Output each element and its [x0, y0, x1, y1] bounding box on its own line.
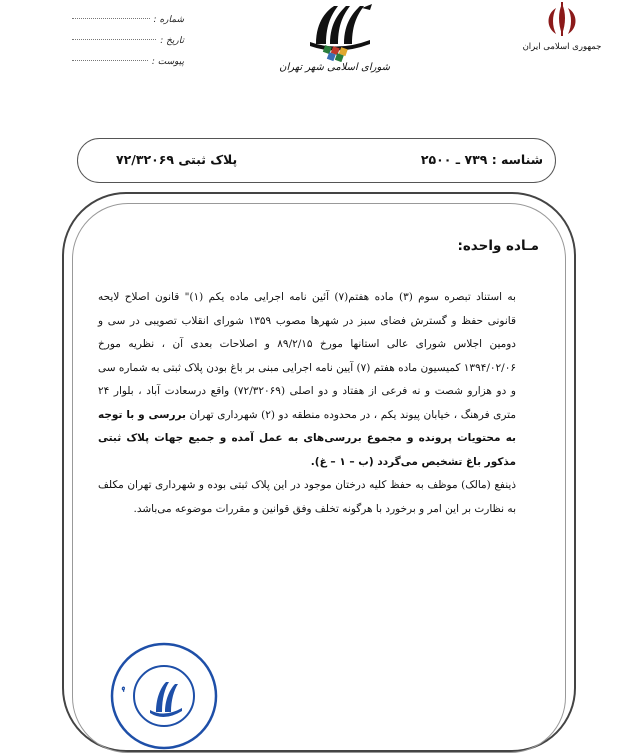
- iran-name: جمهوری اسلامی ایران: [522, 42, 602, 52]
- attachment-label: پیوست :: [151, 57, 184, 67]
- council-logo: [279, 0, 390, 80]
- plaque-label: پلاک ثبتی: [178, 152, 238, 167]
- date-dotted-line: [72, 39, 156, 40]
- iran-emblem: [522, 0, 602, 60]
- council-name: شورای اسلامی شهر تهران: [279, 62, 390, 73]
- article-body: [98, 286, 516, 521]
- plaque-number: ۷۲/۳۲۰۶۹: [116, 152, 174, 167]
- id-label: شناسه :: [491, 152, 543, 167]
- article-paragraph-2: ذینفع (مالک) موظف به حفظ کلیه درختان موجود در این پلاک ثبتی بوده و شهرداری تهران مکلف به نظارت بر این امر و برخورد با هرگونه تخلف وفق قوانین و مقررات موضوعه می‌باشد.: [98, 479, 516, 515]
- plaque-info: [116, 152, 237, 167]
- date-field: [72, 25, 184, 46]
- article-paragraph-1: [98, 286, 516, 474]
- date-label: تاریخ :: [160, 36, 184, 46]
- attachment-field: [72, 46, 184, 67]
- official-seal: [108, 640, 220, 752]
- seal-stamp-icon: [108, 640, 220, 752]
- article-paragraph-1-decision: بررسی و با توجه به محتویات پرونده و مجموع بررسی‌های به عمل آمده و جمیع جهات پلاک ثبتی مذکور باغ تشخیص می‌گردد (ب – ۱ – غ).: [98, 408, 516, 468]
- svg-text:مصوبات شورای اسلامی شهر تهران: م: [116, 684, 129, 693]
- letter-header-fields: [72, 4, 184, 67]
- attachment-dotted-line: [72, 60, 148, 61]
- article-title: مـاده واحده:: [457, 238, 539, 254]
- article-paragraph-1-text: به استناد تبصره سوم (۳) ماده هفتم(۷) آئین نامه اجرایی ماده یکم (۱)" قانون اصلاح لایحه قانونی حفظ و گسترش فضای سبز در شهرها مصوب ۱۳۵۹ شورای انقلاب تصویبی در سی و دومین اجلاس شورای عالی استانها مورخ ۸۹/۲/۱۵ و اصلاحات بعدی آن ، نظریه مورخ ۱۳۹۴/۰۲/۰۶ کمیسیون ماده هفتم (۷) آیین نامه اجرایی مبنی بر باغ بودن پلاک ثبتی به شماره سی و دو هزارو شصت و نه فرعی از هفتاد و دو اصلی (۷۲/۳۲۰۶۹) واقع درسعادت آباد ، بلوار ۲۴ متری فرهنگ ، خیابان پیوند یکم ، در محدوده منطقه دو (۲) شهرداری تهران: [98, 291, 516, 421]
- number-label: شماره :: [153, 15, 184, 25]
- number-dotted-line: [72, 18, 150, 19]
- document-id-box: [77, 138, 556, 183]
- id-number: ۷۳۹ ـ ۲۵۰۰: [420, 152, 488, 167]
- iran-emblem-icon: [522, 0, 602, 40]
- number-field: [72, 4, 184, 25]
- document-id: [421, 152, 543, 167]
- council-logo-icon: [286, 0, 390, 62]
